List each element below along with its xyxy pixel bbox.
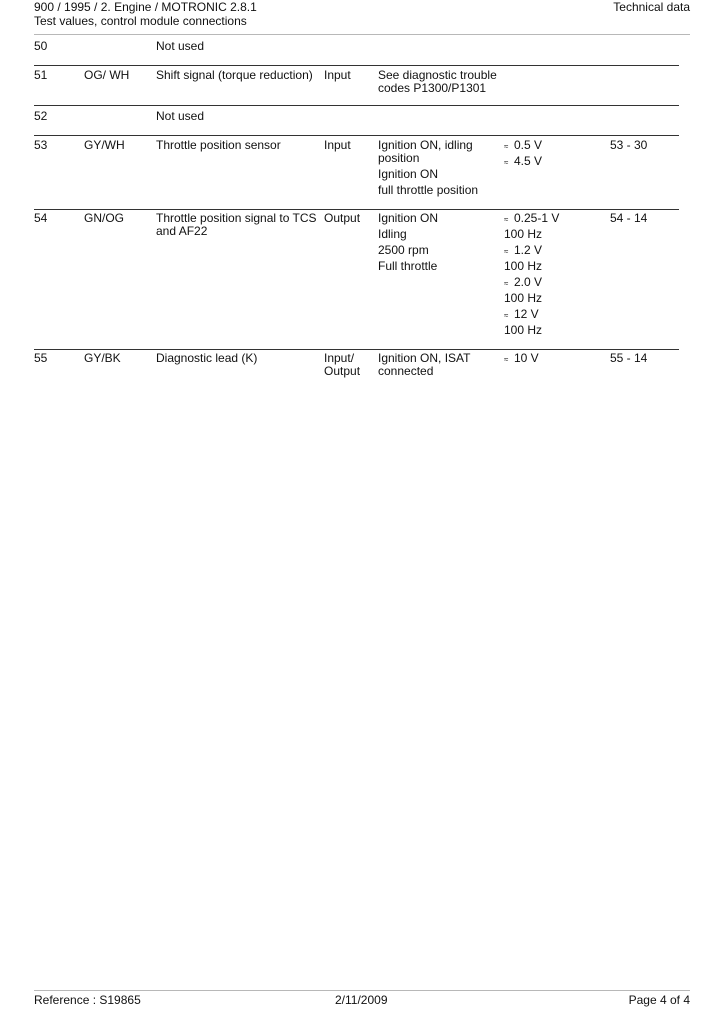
description: Not used bbox=[156, 109, 205, 123]
table-row bbox=[34, 351, 679, 381]
condition: Idling bbox=[378, 227, 407, 241]
table-row bbox=[34, 109, 679, 136]
test-value: ≈ 10 V bbox=[504, 351, 539, 365]
condition: Ignition ON, idling bbox=[378, 138, 473, 152]
approx-icon: ≈ bbox=[504, 247, 509, 256]
description: Throttle position sensor bbox=[156, 138, 281, 152]
test-value: 100 Hz bbox=[504, 227, 543, 241]
test-value: 100 Hz bbox=[504, 323, 543, 337]
pin-number: 51 bbox=[34, 68, 48, 82]
condition: Ignition ON, ISAT bbox=[378, 351, 471, 365]
wire-color: GY/WH bbox=[84, 138, 125, 152]
document-subtitle: Test values, control module connections bbox=[34, 14, 247, 28]
approx-icon: ≈ bbox=[504, 311, 509, 320]
condition: 2500 rpm bbox=[378, 243, 429, 257]
approx-icon: ≈ bbox=[504, 215, 509, 224]
pin-number: 52 bbox=[34, 109, 48, 123]
condition: connected bbox=[378, 364, 434, 378]
approx-icon: ≈ bbox=[504, 158, 509, 167]
io-type: Input/ bbox=[324, 351, 355, 365]
wire-color: GY/BK bbox=[84, 351, 121, 365]
test-pins: 53 - 30 bbox=[610, 138, 648, 152]
condition: codes P1300/P1301 bbox=[378, 81, 487, 95]
test-pins: 55 - 14 bbox=[610, 351, 648, 365]
wire-color: GN/OG bbox=[84, 211, 125, 225]
io-type: Output bbox=[324, 364, 361, 378]
section-label: Technical data bbox=[613, 0, 690, 14]
description: Not used bbox=[156, 39, 205, 53]
pin-number: 54 bbox=[34, 211, 48, 225]
io-type: Input bbox=[324, 138, 351, 152]
page-number: Page 4 of 4 bbox=[628, 993, 690, 1007]
description: Diagnostic lead (K) bbox=[156, 351, 258, 365]
io-type: Output bbox=[324, 211, 361, 225]
document-title: 900 / 1995 / 2. Engine / MOTRONIC 2.8.1 bbox=[34, 0, 257, 14]
test-pins: 54 - 14 bbox=[610, 211, 648, 225]
test-value: ≈ 1.2 V bbox=[504, 243, 543, 257]
table-row bbox=[34, 68, 679, 106]
description: Throttle position signal to TCS bbox=[156, 211, 317, 225]
condition: Full throttle bbox=[378, 259, 438, 273]
condition: Ignition ON bbox=[378, 211, 439, 225]
test-value: 100 Hz bbox=[504, 259, 543, 273]
description: and AF22 bbox=[156, 224, 208, 238]
approx-icon: ≈ bbox=[504, 355, 509, 364]
test-value: ≈ 2.0 V bbox=[504, 275, 543, 289]
io-type: Input bbox=[324, 68, 351, 82]
print-date: 2/11/2009 bbox=[335, 993, 388, 1007]
condition: See diagnostic trouble bbox=[378, 68, 497, 82]
test-value: ≈ 0.25-1 V bbox=[504, 211, 560, 225]
description: Shift signal (torque reduction) bbox=[156, 68, 313, 82]
condition: Ignition ON bbox=[378, 167, 439, 181]
approx-icon: ≈ bbox=[504, 142, 509, 151]
test-value: 100 Hz bbox=[504, 291, 543, 305]
table-row bbox=[34, 138, 679, 210]
table-row bbox=[34, 39, 679, 66]
test-value: ≈ 4.5 V bbox=[504, 154, 543, 168]
test-value: ≈ 0.5 V bbox=[504, 138, 543, 152]
page-header bbox=[34, 0, 690, 35]
condition: position bbox=[378, 151, 420, 165]
row-divider bbox=[34, 349, 679, 350]
pin-number: 50 bbox=[34, 39, 48, 53]
table-row bbox=[34, 211, 679, 350]
condition: full throttle position bbox=[378, 183, 479, 197]
test-value: ≈ 12 V bbox=[504, 307, 539, 321]
page-footer bbox=[34, 990, 690, 1011]
pin-number: 53 bbox=[34, 138, 48, 152]
approx-icon: ≈ bbox=[504, 279, 509, 288]
reference-number: Reference : S19865 bbox=[34, 993, 141, 1007]
wire-color: OG/ WH bbox=[84, 68, 130, 82]
pin-number: 55 bbox=[34, 351, 48, 365]
